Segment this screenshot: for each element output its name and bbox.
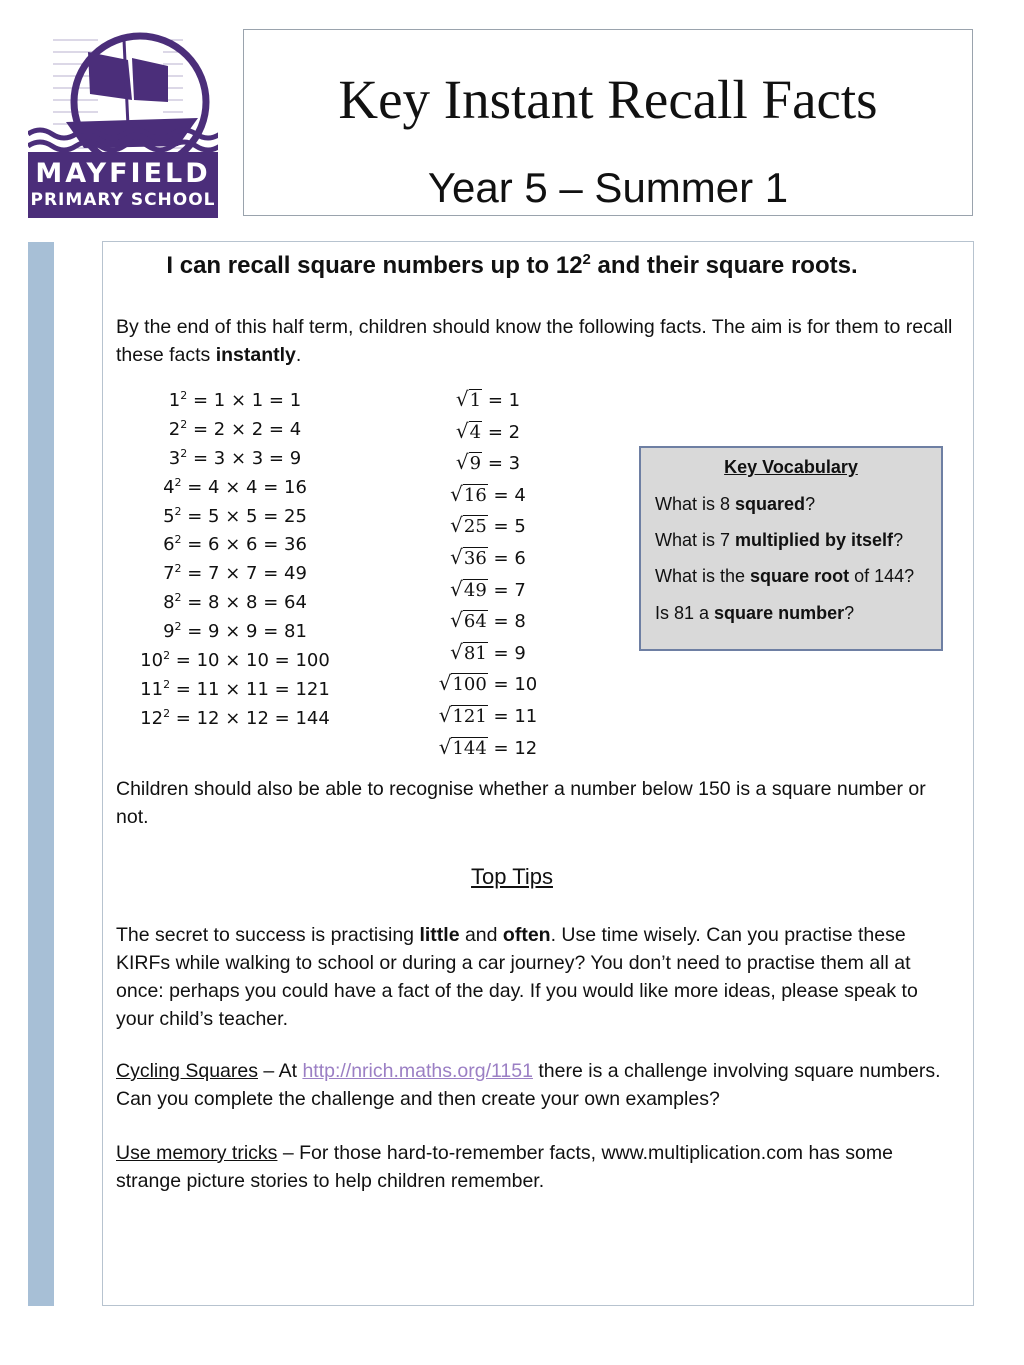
radical-icon: √ xyxy=(455,450,469,475)
square-fact-row: $7^2 = 7 \times 7 = 49$ xyxy=(163,562,307,585)
secret-paragraph: The secret to success is practising little and often. Use time wisely. Can you practise these KIRFs while walking to school or during a car journey? You don’t need to practise them all at once: perhaps you could have a fact of the day. If you would like more ideas, please speak to your child’s teacher. xyxy=(116,924,918,1030)
square-fact-row: $2^2 = 2 \times 2 = 4$ xyxy=(168,417,302,440)
cycling-squares-label: Cycling Squares xyxy=(116,1060,258,1082)
vocab-question: What is the square root of 144? xyxy=(655,566,915,586)
square-fact-row: $9^2 = 9 \times 9 = 81$ xyxy=(163,620,307,643)
square-fact-row: $4^2 = 4 \times 4 = 16$ xyxy=(163,475,307,498)
heading-superscript: 2 xyxy=(582,251,591,268)
square-fact-row: $8^2 = 8 \times 8 = 64$ xyxy=(163,591,307,614)
radical-icon: √ xyxy=(455,418,469,443)
intro-paragraph xyxy=(116,313,961,369)
square-root-fact-row: √36 = 6 xyxy=(450,544,526,569)
memory-tricks-paragraph: Use memory tricks – For those hard-to-remember facts, www.multiplication.com has some strange picture stories to help children remember. xyxy=(116,1142,893,1192)
page-title: Key Instant Recall Facts xyxy=(338,69,878,130)
logo-school-type: PRIMARY SCHOOL xyxy=(30,190,216,210)
radical-icon: √ xyxy=(438,702,452,727)
page-subtitle: Year 5 – Summer 1 xyxy=(427,164,789,211)
radical-icon: √ xyxy=(438,734,452,759)
radical-icon: √ xyxy=(450,576,463,601)
square-root-fact-row: √144 = 12 xyxy=(438,734,538,759)
square-fact-row: $1^2 = 1 \times 1 = 1$ xyxy=(168,389,302,411)
objective-heading xyxy=(0,251,1024,280)
square-fact-row: $12^2 = 12 \times 12 = 144$ xyxy=(140,706,330,729)
intro-text: By the end of this half term, children should know the following facts. The aim is for them to recall these facts xyxy=(116,316,953,366)
square-root-fact-row: √64 = 8 xyxy=(450,608,526,633)
radical-icon: √ xyxy=(438,671,452,696)
square-fact-row: $11^2 = 11 \times 11 = 121$ xyxy=(140,677,330,700)
square-fact-row: $5^2 = 5 \times 5 = 25$ xyxy=(163,504,307,527)
memory-tricks-label: Use memory tricks xyxy=(116,1142,278,1164)
square-root-fact-row: √121 = 11 xyxy=(438,702,538,727)
recognise-paragraph: Children should also be able to recognise whether a number below 150 is a square number or not. xyxy=(116,778,926,828)
title-box xyxy=(243,29,973,216)
square-root-fact-row: √4 = 2 xyxy=(455,418,521,443)
radical-icon: √ xyxy=(450,481,463,506)
square-root-fact-row: √25 = 5 xyxy=(450,513,526,538)
radical-icon: √ xyxy=(455,387,469,411)
cycling-squares-paragraph: Cycling Squares – At http://nrich.maths.org/1151 there is a challenge involving square numbers. Can you complete the challenge and then create your own examples? xyxy=(116,1060,941,1110)
intro-bold: instantly xyxy=(215,344,296,366)
vocab-title: Key Vocabulary xyxy=(724,457,858,477)
radical-icon: √ xyxy=(450,544,463,569)
vocab-question: What is 7 multiplied by itself? xyxy=(655,530,904,550)
heading-text-end: and their square roots. xyxy=(590,252,858,279)
square-root-facts-list xyxy=(418,384,558,763)
heading-text: I can recall square numbers up to 12 xyxy=(166,252,583,279)
radical-icon: √ xyxy=(450,608,463,633)
vocab-question: Is 81 a square number? xyxy=(655,603,855,623)
school-logo xyxy=(28,30,218,218)
radical-icon: √ xyxy=(450,639,463,664)
square-fact-row: $10^2 = 10 \times 10 = 100$ xyxy=(140,649,330,672)
square-fact-row: $3^2 = 3 \times 3 = 9$ xyxy=(168,446,302,469)
key-vocabulary-box xyxy=(639,446,943,651)
square-root-fact-row: √9 = 3 xyxy=(455,450,521,475)
square-root-fact-row: √49 = 7 xyxy=(450,576,526,601)
vocab-question: What is 8 squared? xyxy=(655,494,816,514)
intro-end: . xyxy=(295,344,302,366)
square-facts-list xyxy=(140,382,330,729)
square-fact-row: $6^2 = 6 \times 6 = 36$ xyxy=(163,533,307,556)
nrich-link[interactable]: http://nrich.maths.org/1151 xyxy=(302,1060,533,1082)
square-root-fact-row: √100 = 10 xyxy=(438,671,538,696)
logo-school-name: MAYFIELD xyxy=(35,158,211,189)
top-tips-heading: Top Tips xyxy=(471,864,553,889)
square-root-fact-row: √1 = 1 xyxy=(455,387,521,411)
square-root-fact-row: √16 = 4 xyxy=(450,481,526,506)
square-root-fact-row: √81 = 9 xyxy=(450,639,526,664)
side-stripe xyxy=(28,242,54,1306)
radical-icon: √ xyxy=(450,513,463,538)
